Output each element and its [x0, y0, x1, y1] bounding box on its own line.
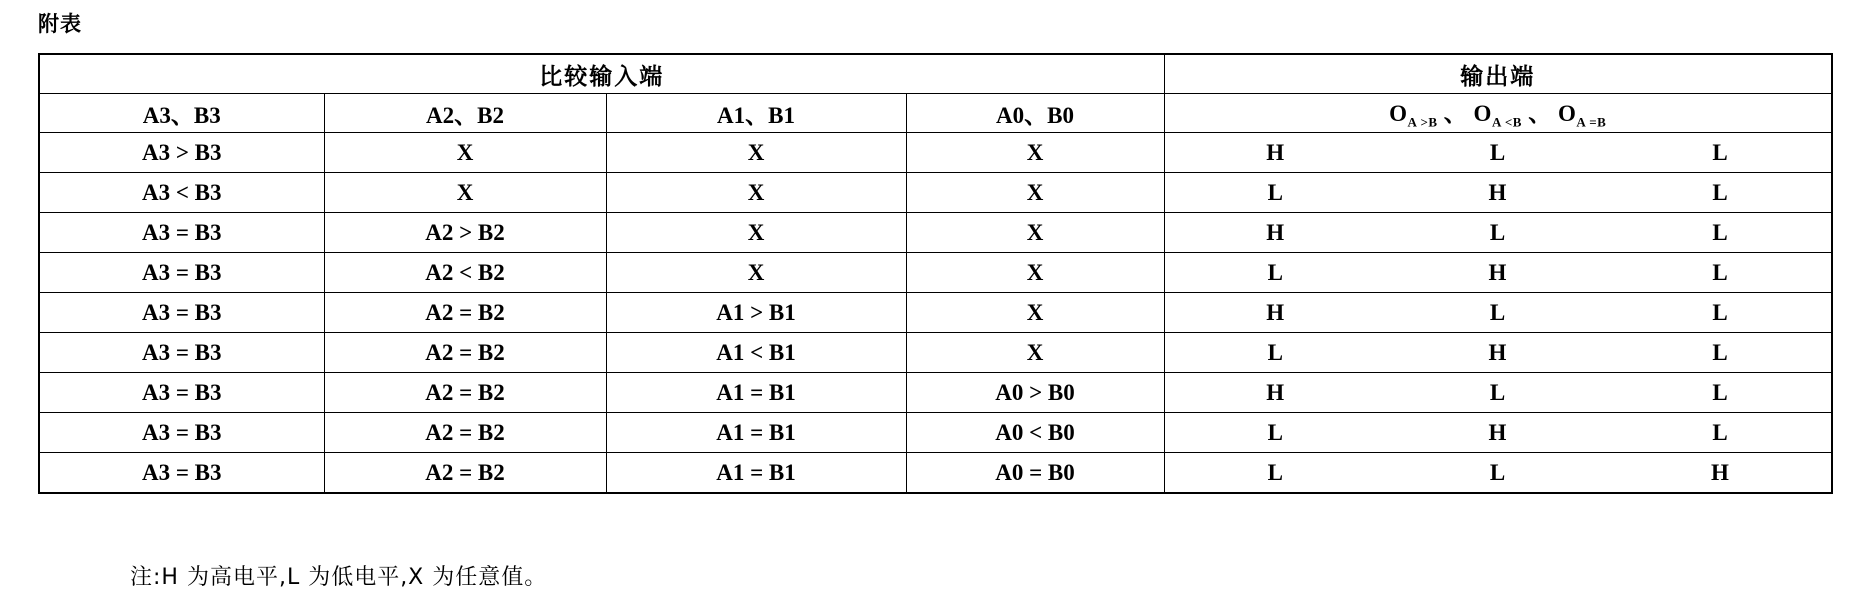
cell-input-a1b1: X [606, 133, 906, 173]
cell-input-a3b3: A3 = B3 [39, 293, 324, 333]
cell-output-aeqb: L [1609, 133, 1832, 173]
cell-output-altb: L [1386, 213, 1609, 253]
cell-output-altb: H [1386, 253, 1609, 293]
table-row [39, 413, 1832, 453]
column-header-a1b1: A1、B1 [606, 94, 906, 133]
cell-output-agtb: L [1164, 413, 1386, 453]
cell-output-altb: H [1386, 333, 1609, 373]
cell-input-a3b3: A3 = B3 [39, 213, 324, 253]
cell-input-a3b3: A3 < B3 [39, 173, 324, 213]
cell-output-aeqb: L [1609, 373, 1832, 413]
table-body [39, 133, 1832, 494]
column-header-a0b0: A0、B0 [906, 94, 1164, 133]
cell-input-a0b0: X [906, 333, 1164, 373]
table-row [39, 253, 1832, 293]
cell-input-a1b1: A1 = B1 [606, 373, 906, 413]
page-title: 附表 [38, 12, 82, 36]
cell-input-a1b1: X [606, 213, 906, 253]
table-group-header-row [39, 54, 1832, 94]
cell-input-a2b2: A2 = B2 [324, 333, 606, 373]
cell-output-agtb: H [1164, 213, 1386, 253]
table-row [39, 213, 1832, 253]
table-row [39, 133, 1832, 173]
cell-output-aeqb: L [1609, 413, 1832, 453]
group-header-outputs: 输出端 [1164, 54, 1832, 94]
cell-output-agtb: L [1164, 333, 1386, 373]
cell-output-agtb: H [1164, 373, 1386, 413]
cell-input-a0b0: X [906, 293, 1164, 333]
cell-input-a1b1: A1 < B1 [606, 333, 906, 373]
cell-output-altb: H [1386, 173, 1609, 213]
cell-output-agtb: L [1164, 453, 1386, 494]
comparator-truth-table-wrapper [38, 53, 1831, 494]
cell-input-a0b0: X [906, 253, 1164, 293]
cell-input-a3b3: A3 = B3 [39, 373, 324, 413]
cell-output-altb: L [1386, 293, 1609, 333]
cell-input-a1b1: A1 = B1 [606, 453, 906, 494]
group-header-inputs: 比较输入端 [39, 54, 1164, 94]
cell-output-aeqb: L [1609, 253, 1832, 293]
cell-input-a1b1: X [606, 253, 906, 293]
table-row [39, 293, 1832, 333]
cell-input-a2b2: X [324, 133, 606, 173]
cell-input-a2b2: A2 = B2 [324, 413, 606, 453]
table-note: 注:H 为高电平,L 为低电平,X 为任意值。 [130, 565, 548, 590]
cell-output-aeqb: H [1609, 453, 1832, 494]
cell-input-a0b0: X [906, 213, 1164, 253]
cell-input-a3b3: A3 = B3 [39, 253, 324, 293]
cell-output-altb: H [1386, 413, 1609, 453]
cell-input-a0b0: A0 = B0 [906, 453, 1164, 494]
column-header-a3b3: A3、B3 [39, 94, 324, 133]
column-header-outputs: $O_{A >B}$ 、 $O_{A <B}$ 、 $O_{A =B}$ [1164, 94, 1832, 133]
table-head [39, 54, 1832, 133]
cell-input-a0b0: X [906, 173, 1164, 213]
table-row [39, 173, 1832, 213]
cell-output-agtb: H [1164, 293, 1386, 333]
table-row [39, 453, 1832, 494]
cell-output-aeqb: L [1609, 333, 1832, 373]
cell-input-a3b3: A3 = B3 [39, 453, 324, 494]
cell-input-a1b1: A1 = B1 [606, 413, 906, 453]
cell-input-a3b3: A3 = B3 [39, 413, 324, 453]
cell-input-a2b2: A2 < B2 [324, 253, 606, 293]
table-column-header-row [39, 94, 1832, 133]
cell-output-aeqb: L [1609, 293, 1832, 333]
cell-output-altb: L [1386, 453, 1609, 494]
cell-input-a1b1: A1 > B1 [606, 293, 906, 333]
table-row [39, 333, 1832, 373]
column-header-a2b2: A2、B2 [324, 94, 606, 133]
cell-output-agtb: L [1164, 173, 1386, 213]
cell-output-aeqb: L [1609, 173, 1832, 213]
cell-output-agtb: H [1164, 133, 1386, 173]
cell-input-a3b3: A3 > B3 [39, 133, 324, 173]
cell-input-a2b2: A2 = B2 [324, 373, 606, 413]
cell-output-altb: L [1386, 133, 1609, 173]
cell-input-a3b3: A3 = B3 [39, 333, 324, 373]
cell-input-a2b2: A2 = B2 [324, 293, 606, 333]
cell-input-a2b2: A2 = B2 [324, 453, 606, 494]
cell-output-agtb: L [1164, 253, 1386, 293]
cell-input-a2b2: A2 > B2 [324, 213, 606, 253]
cell-output-altb: L [1386, 373, 1609, 413]
cell-input-a0b0: A0 > B0 [906, 373, 1164, 413]
cell-input-a0b0: X [906, 133, 1164, 173]
table-row [39, 373, 1832, 413]
cell-input-a1b1: X [606, 173, 906, 213]
comparator-truth-table [38, 53, 1833, 494]
cell-input-a0b0: A0 < B0 [906, 413, 1164, 453]
cell-output-aeqb: L [1609, 213, 1832, 253]
cell-input-a2b2: X [324, 173, 606, 213]
